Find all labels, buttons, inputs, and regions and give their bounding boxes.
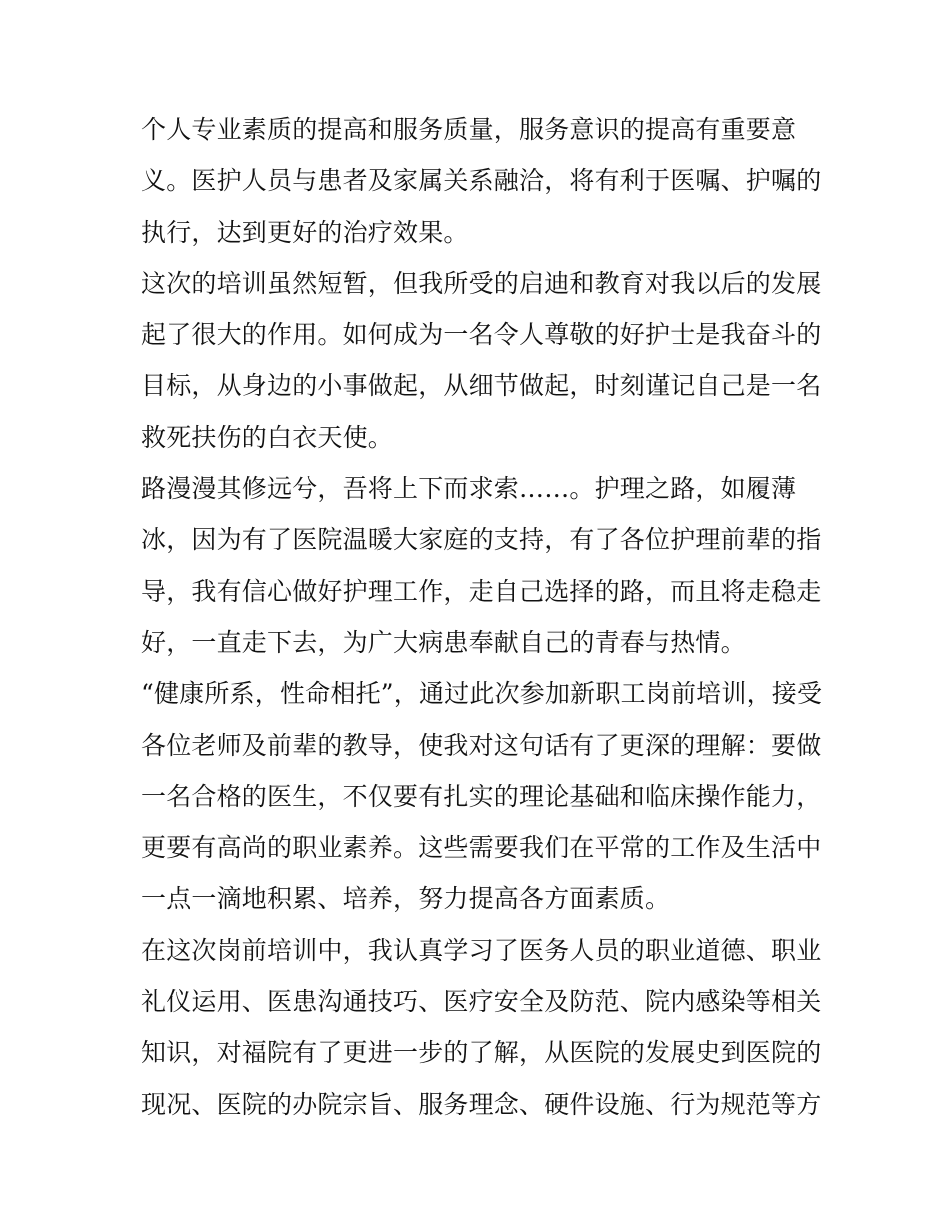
text-line: 个人专业素质的提高和服务质量，服务意识的提高有重要意: [141, 115, 797, 144]
text-line: 义。医护人员与患者及家属关系融洽，将有利于医嘱、护嘱的: [141, 166, 822, 196]
text-line: 好，一直走下去，为广大病患奉献自己的青春与热情。: [141, 627, 746, 657]
paragraph-1: [141, 104, 822, 258]
paragraph-3: [141, 463, 822, 668]
text-line: 导，我有信心做好护理工作，走自己选择的路，而且将走稳走: [141, 576, 822, 606]
document-body: [141, 104, 823, 1130]
paragraph-2: [141, 258, 822, 463]
text-line: 更要有高尚的职业素养。这些需要我们在平常的工作及生活中: [141, 833, 822, 863]
text-line: 路漫漫其修远兮，吾将上下而求索……。护理之路，如履薄: [141, 474, 797, 504]
text-line: 现况、医院的办院宗旨、服务理念、硬件设施、行为规范等方: [141, 1089, 822, 1119]
text-line: 知识，对福院有了更进一步的了解，从医院的发展史到医院的: [141, 1038, 822, 1068]
text-line: 目标，从身边的小事做起，从细节做起，时刻谨记自己是一名: [141, 371, 822, 401]
paragraph-5: [141, 925, 822, 1130]
text-line: 一点一滴地积累、培养，努力提高各方面素质。: [141, 884, 671, 914]
text-line: 执行，达到更好的治疗效果。: [141, 217, 469, 247]
text-line: 礼仪运用、医患沟通技巧、医疗安全及防范、院内感染等相关: [141, 987, 822, 1017]
text-line: 在这次岗前培训中，我认真学习了医务人员的职业道德、职业: [141, 935, 822, 965]
text-line: 冰，因为有了医院温暖大家庭的支持，有了各位护理前辈的指: [141, 525, 822, 555]
text-line: 这次的培训虽然短暂，但我所受的启迪和教育对我以后的发展: [141, 268, 822, 298]
paragraph-4: [141, 668, 823, 924]
text-line: “健康所系，性命相托”，通过此次参加新职工岗前培训，接受: [141, 679, 823, 709]
text-line: 一名合格的医生，不仅要有扎实的理论基础和临床操作能力，: [141, 781, 822, 811]
text-line: 救死扶伤的白衣天使。: [141, 422, 394, 452]
text-line: 各位老师及前辈的教导，使我对这句话有了更深的理解：要做: [141, 730, 822, 760]
text-line: 起了很大的作用。如何成为一名令人尊敬的好护士是我奋斗的: [141, 320, 822, 350]
